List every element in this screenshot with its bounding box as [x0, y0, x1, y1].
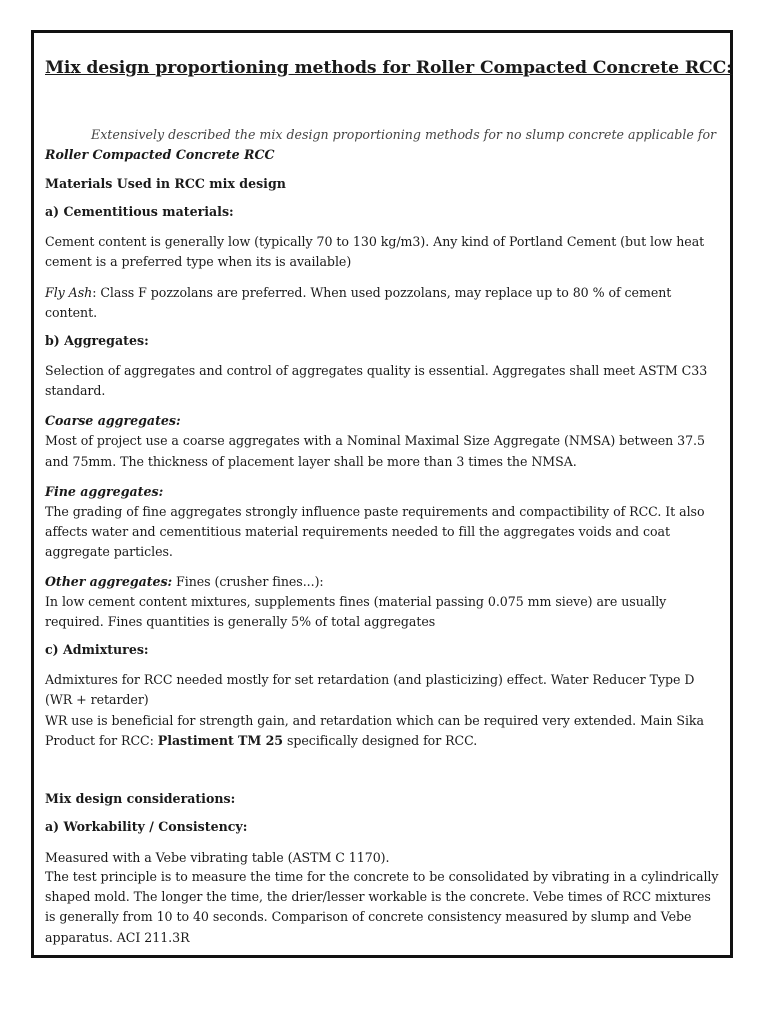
workability-text: Measured with a Vebe vibrating table (ASTM C 1170). — [45, 850, 390, 865]
admixtures-text: specifically designed for RCC. — [283, 733, 478, 748]
fine-aggregates-text: The grading of fine aggregates strongly influence paste requirements and compactibility of RCC. It also — [45, 504, 705, 519]
intro-text-subject: Roller Compacted Concrete RCC — [45, 147, 275, 162]
workability-text: shaped mold. The longer the time, the drier/lesser workable is the concrete. Vebe times of RCC mixtures — [45, 889, 711, 904]
workability-heading: a) Workability / Consistency: — [45, 819, 248, 834]
intro-text: Extensively described the mix design proportioning methods for no slump concrete applicable for — [91, 127, 717, 142]
coarse-aggregates-text: Most of project use a coarse aggregates with a Nominal Maximal Size Aggregate (NMSA) between 37.5 — [45, 433, 705, 448]
aggregates-text: standard. — [45, 383, 106, 398]
admixtures-text: Admixtures for RCC needed mostly for set retardation (and plasticizing) effect. Water Reducer Type D — [45, 672, 695, 687]
workability-text: is generally from 10 to 40 seconds. Comparison of concrete consistency measured by slump and Vebe — [45, 909, 692, 924]
workability-text: The test principle is to measure the time for the concrete to be consolidated by vibrating in a cylindrically — [45, 869, 719, 884]
aggregates-heading: b) Aggregates: — [45, 333, 149, 348]
workability-text: apparatus. ACI 211.3R — [45, 930, 190, 945]
fine-aggregates-text: affects water and cementitious material requirements needed to fill the aggregates voids and coat — [45, 524, 671, 539]
considerations-heading: Mix design considerations: — [45, 791, 236, 806]
flyash-text: content. — [45, 305, 98, 320]
other-aggregates-text: In low cement content mixtures, supplements fines (material passing 0.075 mm sieve) are usually — [45, 594, 667, 609]
flyash-paragraph — [45, 285, 671, 300]
admixtures-text: (WR + retarder) — [45, 692, 149, 707]
admixtures-heading: c) Admixtures: — [45, 642, 149, 657]
other-aggregates-label: Other aggregates: — [45, 574, 173, 589]
other-aggregates-text: required. Fines quantities is generally 5% of total aggregates — [45, 614, 436, 629]
page-title: Mix design proportioning methods for Roller Compacted Concrete RCC: — [45, 58, 733, 78]
product-name: Plastiment TM 25 — [157, 733, 284, 748]
cementitious-text: Cement content is generally low (typically 70 to 130 kg/m3). Any kind of Portland Cement (but low heat — [45, 234, 705, 249]
coarse-aggregates-label: Coarse aggregates: — [45, 413, 181, 428]
materials-heading: Materials Used in RCC mix design — [45, 176, 286, 191]
coarse-aggregates-text: and 75mm. The thickness of placement layer shall be more than 3 times the NMSA. — [45, 454, 577, 469]
aggregates-text: Selection of aggregates and control of aggregates quality is essential. Aggregates shall meet ASTM C33 — [45, 363, 708, 378]
fine-aggregates-label: Fine aggregates: — [45, 484, 164, 499]
flyash-label: Fly Ash — [45, 285, 93, 300]
admixtures-text: Product for RCC: — [45, 733, 158, 748]
flyash-text: : Class F pozzolans are preferred. When used pozzolans, may replace up to 80 % of cement — [92, 285, 672, 300]
other-aggregates-paragraph — [45, 574, 324, 589]
fine-aggregates-text: aggregate particles. — [45, 544, 173, 559]
admixtures-product-line — [45, 733, 477, 748]
cementitious-heading: a) Cementitious materials: — [45, 204, 234, 219]
admixtures-text: WR use is beneficial for strength gain, and retardation which can be required very extended. Main Sika — [45, 713, 704, 728]
other-aggregates-inline: Fines (crusher fines...): — [172, 574, 324, 589]
cementitious-text: cement is a preferred type when its is available) — [45, 254, 352, 269]
